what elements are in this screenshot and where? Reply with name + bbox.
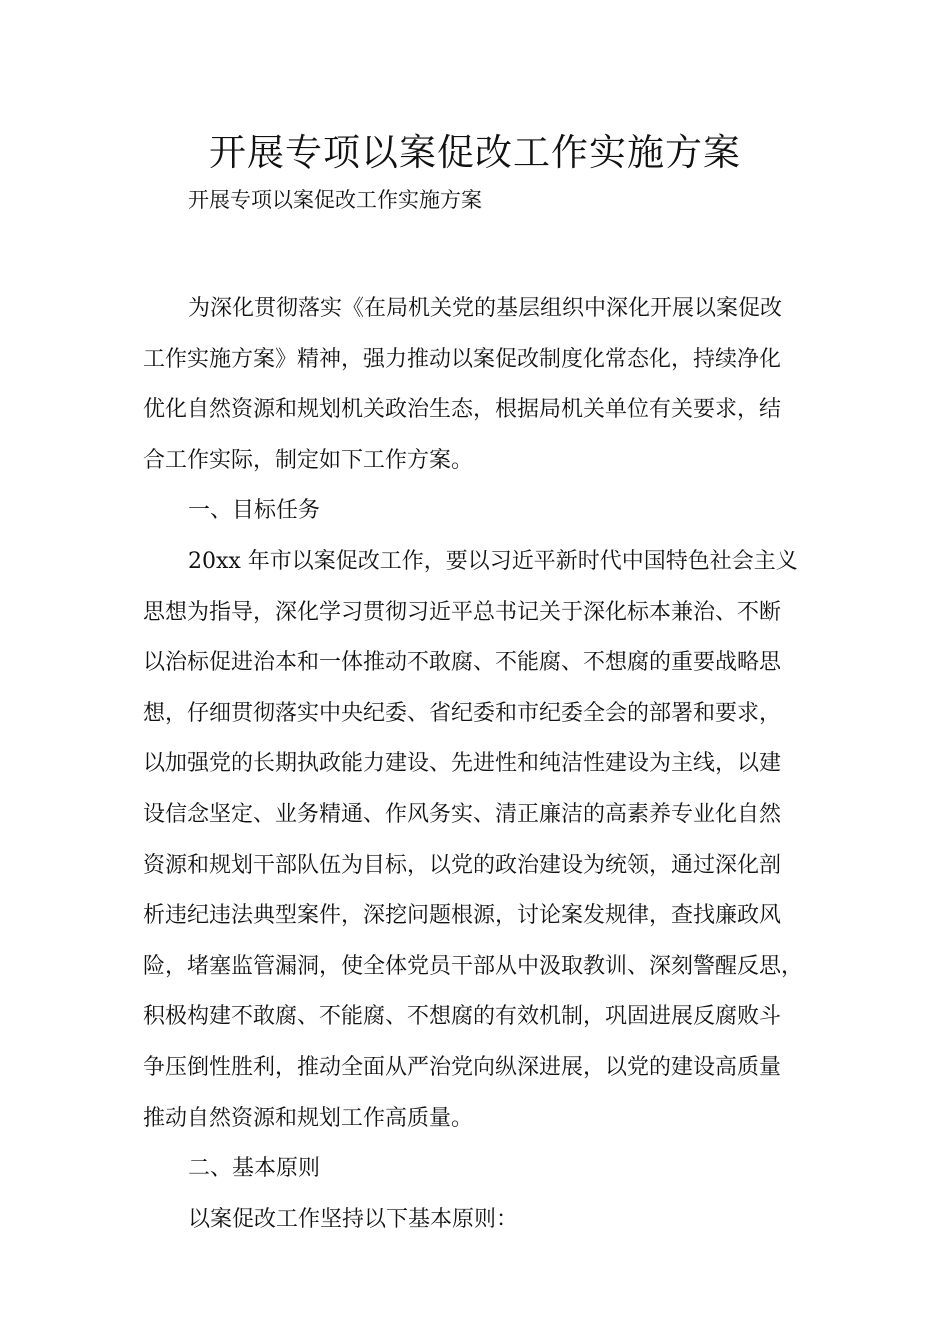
paragraph-intro-line-3: 优化自然资源和规划机关政治生态，根据局机关单位有关要求，结: [143, 397, 782, 423]
paragraph-goals-line-6: 设信念坚定、业务精通、作风务实、清正廉洁的高素养专业化自然: [143, 801, 782, 827]
section-heading-principles: 二、基本原则: [188, 1156, 321, 1182]
paragraph-intro-line-4: 合工作实际，制定如下工作方案。: [143, 447, 474, 473]
document-title: 开展专项以案促改工作实施方案: [209, 131, 741, 174]
paragraph-intro-line-1: 为深化贯彻落实《在局机关党的基层组织中深化开展以案促改: [188, 296, 783, 321]
paragraph-goals-line-12: 推动自然资源和规划工作高质量。: [143, 1105, 474, 1131]
paragraph-goals-line-3: 以治标促进治本和一体推动不敢腐、不能腐、不想腐的重要战略思: [143, 650, 782, 676]
document-body: [143, 284, 823, 1245]
paragraph-goals-line-1: 20xx 年市以案促改工作，要以习近平新时代中国特色社会主义: [188, 548, 798, 574]
section-heading-goals: 一、目标任务: [188, 498, 321, 524]
paragraph-intro-line-2: 工作实施方案》精神，强力推动以案促改制度化常态化，持续净化: [143, 346, 782, 372]
paragraph-goals-line-7: 资源和规划干部队伍为目标，以党的政治建设为统领，通过深化剖: [143, 852, 782, 878]
paragraph-principles-line-1: 以案促改工作坚持以下基本原则：: [188, 1206, 519, 1232]
paragraph-goals-line-11: 争压倒性胜利，推动全面从严治党向纵深进展，以党的建设高质量: [143, 1054, 782, 1080]
paragraph-goals-line-5: 以加强党的长期执政能力建设、先进性和纯洁性建设为主线，以建: [143, 751, 782, 777]
paragraph-goals-line-2: 思想为指导，深化学习贯彻习近平总书记关于深化标本兼治、不断: [143, 599, 782, 625]
document-subtitle: 开展专项以案促改工作实施方案: [188, 188, 482, 212]
paragraph-goals-line-9: 险，堵塞监管漏洞，使全体党员干部从中汲取教训、深刻警醒反思，: [143, 953, 804, 979]
paragraph-goals-line-8: 析违纪违法典型案件，深挖问题根源，讨论案发规律，查找廉政风: [143, 903, 782, 929]
paragraph-goals-line-4: 想，仔细贯彻落实中央纪委、省纪委和市纪委全会的部署和要求，: [143, 700, 782, 726]
paragraph-goals-line-10: 积极构建不敢腐、不能腐、不想腐的有效机制，巩固进展反腐败斗: [143, 1004, 782, 1030]
